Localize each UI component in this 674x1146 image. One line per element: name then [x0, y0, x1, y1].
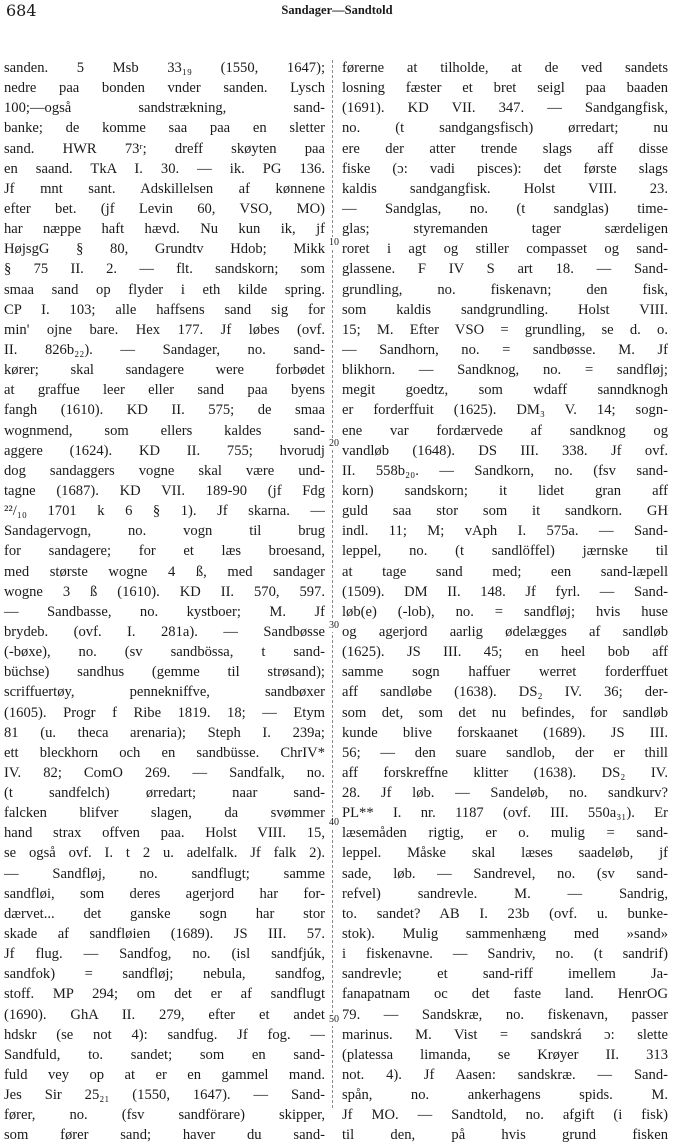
right-column: [342, 58, 668, 1146]
text-line: wognmend, som ellers kaldes sand-: [4, 422, 325, 439]
text-line: banke; de komme saa paa en sletter: [4, 120, 325, 137]
text-line: guld saa stor som it sandkorn. GH: [342, 503, 668, 520]
text-line: (-bøxe), no. (sv sandbössa, t sand-: [4, 644, 325, 661]
text-line: nedre paa bonden vnder sanden. Lysch: [4, 80, 325, 97]
text-line: aff forskreffne klitter (1638). DS₂ IV.: [342, 764, 668, 781]
text-line: roret i agt og stiller compasset og sand-: [342, 241, 668, 258]
text-line: stok). Mulig sammenhæng med »sand»: [342, 926, 668, 943]
text-line: ²²/₁₀ 1701 k 6 § 1). Jf skarna. —: [4, 503, 325, 520]
page-number: 684: [6, 1, 37, 20]
text-line: — Sandfløj, no. sandflugt; samme: [4, 865, 325, 882]
text-line: — Sandbasse, no. kystboer; M. Jf: [4, 603, 325, 620]
text-line: en saand. TkA I. 30. — ik. PG 136.: [4, 160, 325, 177]
text-line: leppel, no. (t sandlöffel) jærnske til: [342, 543, 668, 560]
text-line: fangh (1610). KD II. 575; de smaa: [4, 402, 325, 419]
text-line: vandløb (1648). DS III. 338. Jf ovf.: [342, 442, 668, 459]
text-line: (t sandfelch) ørredart; naar sand-: [4, 785, 325, 802]
text-line: se også ovf. I. t 2 u. adelfalk. Jf falk 2).: [4, 845, 325, 862]
text-line: (1690). GhA II. 279, efter et andet: [4, 1006, 325, 1023]
text-line: 15; M. Efter VSO = grundling, se d. o.: [342, 321, 668, 338]
line-marker: 30: [324, 620, 344, 632]
text-line: glas; styremanden tager særdeligen: [342, 221, 668, 238]
text-line: falcken blifver slagen, da svømmer: [4, 805, 325, 822]
text-line: § 75 II. 2. — flt. sandskorn; som: [4, 261, 325, 278]
text-line: 28. Jf løb. — Sandeløb, no. sandkurv?: [342, 785, 668, 802]
text-line: PL** I. nr. 1187 (ovf. III. 550a₃₁). Er: [342, 805, 668, 822]
text-line: Jf mnt sant. Adskillelsen af kønnene: [4, 180, 325, 197]
text-line: fuld vey op at er en gammel mand.: [4, 1067, 325, 1084]
text-line: som det, som det nu befindes, for sandløb: [342, 704, 668, 721]
text-line: kaldis sandgangfisk. Holst VIII. 23.: [342, 180, 668, 197]
text-line: fanapatnam oc det faste land. HenrOG: [342, 986, 668, 1003]
text-line: som kaldis sandgrundling. Holst VIII.: [342, 301, 668, 318]
text-line: at graffue leer eller sand paa byens: [4, 382, 325, 399]
text-line: er forderffuit (1625). DM₃ V. 14; sogn-: [342, 402, 668, 419]
text-line: spån, no. ankerhagens spids. M.: [342, 1087, 668, 1104]
text-line: grundling, no. fiskenavn; den fisk,: [342, 281, 668, 298]
text-line: II. 826b₂₂). — Sandager, no. sand-: [4, 341, 325, 358]
text-line: (1509). DM II. 148. Jf fyrl. — Sand-: [342, 583, 668, 600]
text-line: HøjsgG § 80, Grundtv Hdob; Mikk: [4, 241, 325, 258]
text-line: ett bleckhorn och en sandbüsse. ChrIV*: [4, 744, 325, 761]
text-line: brydeb. (ovf. I. 281a). — Sandbøsse: [4, 623, 325, 640]
text-line: (1605). Progr f Ribe 1819. 18; — Etym: [4, 704, 325, 721]
text-line: büchse) sandhus (gemme til strøsand);: [4, 664, 325, 681]
text-line: megit goedtz, som wdaff sanndknogh: [342, 382, 668, 399]
text-line: sandfok) = sandfløj; nebula, sandfog,: [4, 966, 325, 983]
line-marker: 50: [324, 1014, 344, 1026]
text-line: aggere (1624). KD II. 755; hvorudj: [4, 442, 325, 459]
text-line: for sandagere; for et læs broesand,: [4, 543, 325, 560]
text-line: (1625). JS III. 45; en heel bob aff: [342, 644, 668, 661]
text-line: hand strax offven paa. Holst VIII. 15,: [4, 825, 325, 842]
text-line: not. 4). Jf Aasen: sandskræ. — Sand-: [342, 1067, 668, 1084]
text-line: 56; — den suare sandlob, der er thill: [342, 744, 668, 761]
text-line: smaa sand op flyder i eth kilde spring.: [4, 281, 325, 298]
text-line: sade, løb. — Sandrevel, no. (sv sand-: [342, 865, 668, 882]
text-line: dærvet... det ganske sogn har stor: [4, 905, 325, 922]
text-line: dog sandaggers vogne skal være und-: [4, 462, 325, 479]
text-line: CP I. 103; alle haffsens sand sig for: [4, 301, 325, 318]
text-line: sand. HWR 73ʳ; dreff skøyten paa: [4, 140, 325, 157]
text-line: korn) sandskorn; it lidet gran aff: [342, 482, 668, 499]
text-line: i fiskenavne. — Sandriv, no. (t sandrif): [342, 946, 668, 963]
text-line: aff sandløbe (1638). DS₂ IV. 36; der-: [342, 684, 668, 701]
text-line: med største wogne 4 ß, med sandager: [4, 563, 325, 580]
line-marker: 20: [324, 438, 344, 450]
text-line: som fører sand; haver du sand-: [4, 1127, 325, 1144]
text-line: to. sandet? AB I. 23b (ovf. u. bunke-: [342, 905, 668, 922]
text-line: til den, på hvis grund fisken: [342, 1127, 668, 1144]
text-line: samme sogn haffuer werret forderffuet: [342, 664, 668, 681]
text-line: løb(e) (-lob), no. = sandfløj; hvis huse: [342, 603, 668, 620]
text-line: (1691). KD VII. 347. — Sandgangfisk,: [342, 100, 668, 117]
text-line: no. (t sandgangsfisch) ørredart; nu: [342, 120, 668, 137]
text-line: 79. — Sandskræ, no. fiskenavn, passer: [342, 1006, 668, 1023]
text-line: Jf flug. — Sandfog, no. (isl sandfjúk,: [4, 946, 325, 963]
text-line: — Sandhorn, no. = sandbøsse. M. Jf: [342, 341, 668, 358]
text-line: hdskr (se not 4): sandfug. Jf fog. —: [4, 1026, 325, 1043]
text-line: refvel) sandrevle. M. — Sandrig,: [342, 885, 668, 902]
text-line: 100;—også sandstrækning, sand-: [4, 100, 325, 117]
text-line: Jf MO. — Sandtold, no. afgift (i fisk): [342, 1107, 668, 1124]
line-marker: 10: [324, 237, 344, 249]
text-line: Jes Sir 25₂₁ (1550, 1647). — Sand-: [4, 1087, 325, 1104]
text-line: sandrevle; et sand-riff imellem Ja-: [342, 966, 668, 983]
text-line: (platessa limanda, se Krøyer II. 313: [342, 1046, 668, 1063]
text-line: II. 558b₂₀. — Sandkorn, no. (fsv sand-: [342, 462, 668, 479]
text-line: wogne 3 ß (1610). KD II. 570, 597.: [4, 583, 325, 600]
left-column: [4, 58, 325, 1146]
text-line: læsemåden rigtig, er o. mulig = sand-: [342, 825, 668, 842]
text-line: Sandfuld, to. sandet; som en sand-: [4, 1046, 325, 1063]
text-line: marinus. M. Vist = sandskrá ɔ: slette: [342, 1026, 668, 1043]
text-line: ene var fordærvede af sandknog og: [342, 422, 668, 439]
text-line: kører; skal sandagere were forbødet: [4, 362, 325, 379]
text-line: og agerjord aarlig ødelægges af sandløb: [342, 623, 668, 640]
text-line: har næppe haft hævd. Nu kun ik, jf: [4, 221, 325, 238]
text-line: efter bet. (jf Levin 60, VSO, MO): [4, 200, 325, 217]
text-line: fiske (ɔ: vadi pisces): det første slags: [342, 160, 668, 177]
text-line: leppel. Måske skal læses saadeløb, jf: [342, 845, 668, 862]
text-line: indl. 11; M; vAph I. 575a. — Sand-: [342, 523, 668, 540]
running-head: Sandager—Sandtold: [281, 3, 393, 17]
page-header: [6, 1, 668, 21]
text-line: sandfløi, som deres agerjord har for-: [4, 885, 325, 902]
text-line: førerne at tilholde, at de ved sandets: [342, 60, 668, 76]
text-line: fører, no. (fsv sandförare) skipper,: [4, 1107, 325, 1124]
text-line: tagne (1687). KD VII. 189-90 (jf Fdg: [4, 482, 325, 499]
text-line: IV. 82; ComO 269. — Sandfalk, no.: [4, 764, 325, 781]
text-line: at tage sand med; een sand-læpell: [342, 563, 668, 580]
text-line: — Sandglas, no. (t sandglas) time-: [342, 200, 668, 217]
text-line: min' ojne bare. Hex 177. Jf løbes (ovf.: [4, 321, 325, 338]
text-line: 81 (u. theca arenaria); Steph I. 239a;: [4, 724, 325, 741]
text-line: sanden. 5 Msb 33₁₉ (1550, 1647);: [4, 60, 325, 76]
text-line: losning fæster et bret seigl paa baaden: [342, 80, 668, 97]
text-line: glassene. F IV S art 18. — Sand-: [342, 261, 668, 278]
text-line: skade af sandfløien (1689). JS III. 57.: [4, 926, 325, 943]
text-line: Sandagervogn, no. vogn til brug: [4, 523, 325, 540]
line-marker: 40: [324, 817, 344, 829]
text-line: scriffuertøy, pennekniffve, sandbøxer: [4, 684, 325, 701]
text-line: ere der atter trende slags aff disse: [342, 140, 668, 157]
text-line: blikhorn. — Sandknog, no. = sandfløj;: [342, 362, 668, 379]
text-line: stoff. MP 294; om det er af sandflugt: [4, 986, 325, 1003]
text-line: kunde blive forskaanet (1689). JS III.: [342, 724, 668, 741]
column-divider: [332, 60, 333, 1108]
